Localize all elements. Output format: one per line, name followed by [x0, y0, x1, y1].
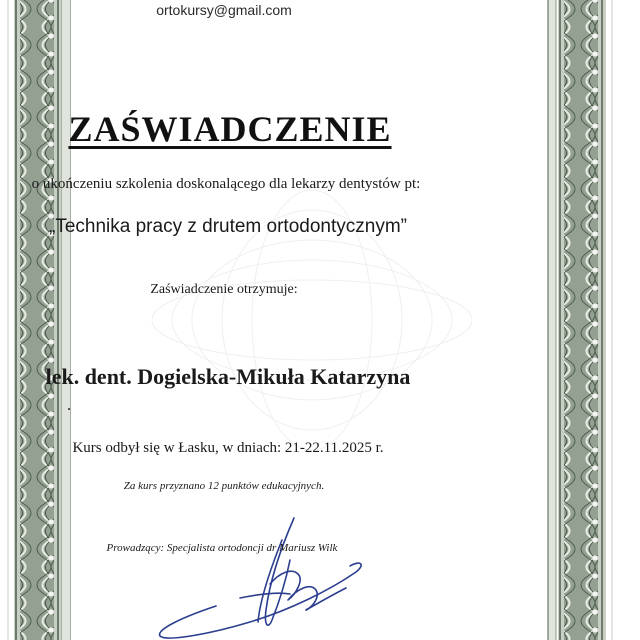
recipient-name: lek. dent. Dogielska-Mikuła Katarzyna: [45, 364, 411, 389]
signature-icon: [120, 510, 380, 640]
course-leader: Prowadzący: Specjalista ortodoncji dr Mariusz Wilk: [106, 542, 338, 554]
certificate-title: ZAŚWIADCZENIE: [68, 109, 392, 149]
education-points: Za kurs przyznano 12 punktów edukacyjnych.: [123, 480, 325, 492]
certificate-subtitle: o ukończeniu szkolenia doskonalącego dla lekarzy dentystów pt:: [31, 176, 421, 192]
receives-label: Zaświadczenie otrzymuje:: [150, 282, 298, 297]
stray-dot: [68, 408, 70, 410]
contact-email: ortokursy@gmail.com: [156, 2, 292, 18]
course-title: „Technika pracy z drutem ortodontycznym”: [49, 216, 407, 237]
course-info: Kurs odbył się w Łasku, w dniach: 21-22.11.2025 r.: [72, 440, 384, 456]
